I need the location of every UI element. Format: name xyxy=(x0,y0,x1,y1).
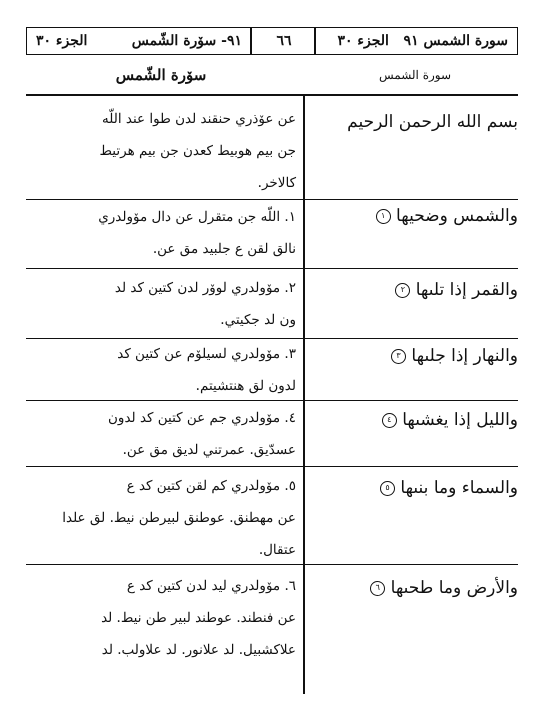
text-line: ٤. مۆولدري جم عن كتين كد لدون xyxy=(108,410,296,426)
text-line: عن عۆذري حنقند لدن طوا عند اللّه xyxy=(102,111,296,127)
text-line: ٣. مۆولدري لسيلۆم عن كتين كد xyxy=(117,346,296,362)
divider xyxy=(26,466,518,467)
page-number: ٦٦ xyxy=(276,33,292,49)
text-line: ٢. مۆولدري لوۆر لدن كتين كد لد xyxy=(114,280,296,296)
text-line: ٦. مۆولدري ليد لدن كتين كد ع xyxy=(126,578,296,594)
verse-arabic: والليل إذا يغشىها ٤ xyxy=(312,410,518,430)
text-line: ٥. مۆولدري كم لقن كتين كد ع xyxy=(126,478,296,494)
text-line: ون لد جكيتي. xyxy=(220,312,296,328)
header-surah-translation: ٩١- سۆرة الشّمس xyxy=(131,33,242,49)
text-line: نالق لقن ع جلبيد مق عن. xyxy=(152,241,296,257)
intro-text xyxy=(30,103,296,199)
basmala: بسم الله الرحمن الرحيم xyxy=(347,112,518,132)
text-line: لدون لق هنتشيتم. xyxy=(195,378,296,394)
header-divider xyxy=(250,27,252,55)
header-juz-left: الجزء ٣٠ xyxy=(36,33,88,49)
verse-translation xyxy=(30,201,296,265)
surah-title-arabic: سورة الشمس xyxy=(378,68,452,82)
text-line: عسدّيق. عمرتني لديق مق عن. xyxy=(122,442,296,458)
text-line: عن فنطند. عوطند لبير طن نيط. لد xyxy=(101,610,296,626)
text-line: جن بيم هوبيط كعدن جن بيم هرتيط xyxy=(99,143,296,159)
ayah-number-marker: ٤ xyxy=(382,413,397,428)
column-divider xyxy=(303,94,305,694)
verse-translation xyxy=(30,570,296,666)
text-line: عتقال. xyxy=(258,542,296,558)
divider xyxy=(26,94,518,96)
verse-translation xyxy=(30,470,296,566)
text-line: علاكشبيل. لد علانور. لد علاولب. لد xyxy=(101,642,296,658)
text-line: ١. اللّه جن متقرل عن دال مۆولدري xyxy=(98,209,296,225)
divider xyxy=(26,268,518,269)
text-line: عن مهطنق. عوطنق لبيرطن نيط. لق علدا xyxy=(62,510,296,526)
translation-title: سۆرة الشّمس xyxy=(115,66,207,84)
header-surah-arabic: سورة الشمس ٩١ الجزء ٣٠ xyxy=(337,33,508,49)
ayah-number-marker: ٥ xyxy=(380,481,395,496)
ayah-number-marker: ١ xyxy=(376,209,391,224)
verse-arabic: والنهار إذا جلىها ٣ xyxy=(312,346,518,366)
verse-translation xyxy=(30,338,296,402)
verse-arabic: والقمر إذا تلىها ٢ xyxy=(312,280,518,300)
ayah-number-marker: ٣ xyxy=(391,349,406,364)
text-line: كالاخر. xyxy=(257,175,296,191)
verse-translation xyxy=(30,272,296,336)
ayah-number-marker: ٦ xyxy=(370,581,385,596)
verse-arabic: والشمس وضحيها ١ xyxy=(312,206,518,226)
header-divider xyxy=(314,27,316,55)
verse-arabic: والأرض وما طحىها ٦ xyxy=(312,578,518,598)
verse-arabic: والسماء وما بنىها ٥ xyxy=(312,478,518,498)
verse-translation xyxy=(30,402,296,466)
ayah-number-marker: ٢ xyxy=(395,283,410,298)
